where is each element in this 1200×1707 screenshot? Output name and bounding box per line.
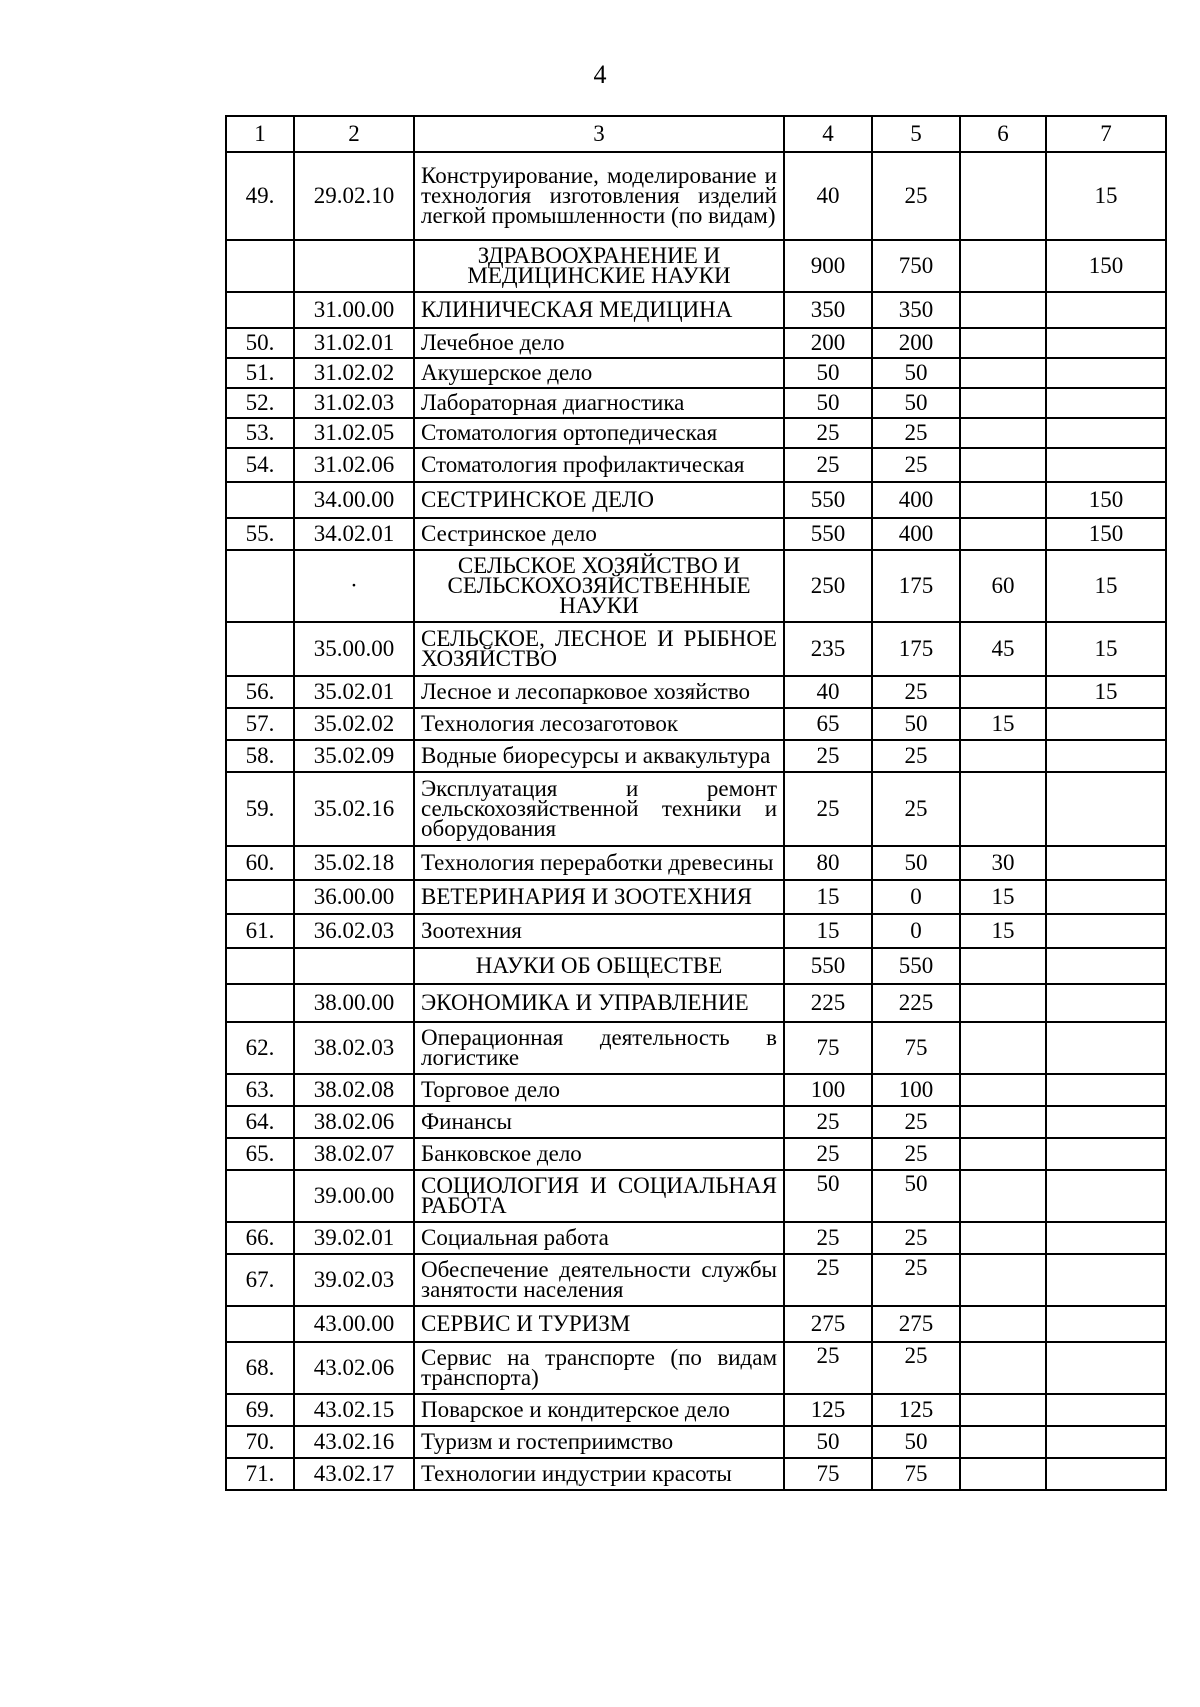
- value-col5-cell: 0: [872, 880, 960, 914]
- value-col6-cell: [960, 1458, 1046, 1490]
- header-cell: 6: [960, 116, 1046, 152]
- value-col5-cell: 200: [872, 328, 960, 358]
- specialty-code-cell: 38.00.00: [294, 984, 414, 1022]
- value-col5-cell: 25: [872, 152, 960, 240]
- table-row: [226, 448, 1166, 482]
- specialty-code-cell: 31.02.06: [294, 448, 414, 482]
- value-col7-cell: [1046, 292, 1166, 328]
- specialty-code-cell: 31.02.03: [294, 388, 414, 418]
- value-col5-cell: 75: [872, 1458, 960, 1490]
- specialty-code-cell: 35.00.00: [294, 622, 414, 676]
- value-col4-cell: 25: [784, 1254, 872, 1306]
- specialty-name-cell: ЭКОНОМИКА И УПРАВЛЕНИЕ: [414, 984, 784, 1022]
- specialty-name-cell: СЕЛЬСКОЕ, ЛЕСНОЕ И РЫБНОЕ ХОЗЯЙСТВО: [414, 622, 784, 676]
- value-col7-cell: [1046, 740, 1166, 772]
- specialty-name-cell: Сестринское дело: [414, 518, 784, 550]
- specialty-code-cell: 31.00.00: [294, 292, 414, 328]
- specialty-code-cell: 35.02.18: [294, 846, 414, 880]
- value-col4-cell: 50: [784, 388, 872, 418]
- value-col7-cell: 15: [1046, 622, 1166, 676]
- header-cell: 2: [294, 116, 414, 152]
- value-col4-cell: 50: [784, 358, 872, 388]
- value-col5-cell: 0: [872, 914, 960, 948]
- value-col7-cell: [1046, 984, 1166, 1022]
- value-col4-cell: 15: [784, 880, 872, 914]
- value-col5-cell: 400: [872, 482, 960, 518]
- value-col6-cell: [960, 1306, 1046, 1342]
- value-col7-cell: 150: [1046, 518, 1166, 550]
- table-row: [226, 328, 1166, 358]
- table-row: [226, 1426, 1166, 1458]
- specialty-name-cell: Финансы: [414, 1106, 784, 1138]
- row-number-cell: 60.: [226, 846, 294, 880]
- table-row: [226, 1222, 1166, 1254]
- value-col6-cell: [960, 1342, 1046, 1394]
- specialty-code-cell: 43.02.16: [294, 1426, 414, 1458]
- value-col4-cell: 25: [784, 1106, 872, 1138]
- value-col5-cell: 25: [872, 418, 960, 448]
- value-col5-cell: 125: [872, 1394, 960, 1426]
- value-col7-cell: 150: [1046, 240, 1166, 292]
- table-row: [226, 1254, 1166, 1306]
- row-number-cell: [226, 240, 294, 292]
- specialty-name-cell: КЛИНИЧЕСКАЯ МЕДИЦИНА: [414, 292, 784, 328]
- table-row: [226, 418, 1166, 448]
- value-col6-cell: [960, 1254, 1046, 1306]
- row-number-cell: [226, 292, 294, 328]
- value-col6-cell: [960, 152, 1046, 240]
- table-row: [226, 388, 1166, 418]
- specialty-name-cell: Обеспечение деятельности службы занятости населения: [414, 1254, 784, 1306]
- header-cell: 7: [1046, 116, 1166, 152]
- value-col6-cell: [960, 676, 1046, 708]
- value-col7-cell: [1046, 914, 1166, 948]
- value-col4-cell: 125: [784, 1394, 872, 1426]
- value-col4-cell: 250: [784, 550, 872, 622]
- value-col7-cell: 15: [1046, 676, 1166, 708]
- specialty-name-cell: ЗДРАВООХРАНЕНИЕ И МЕДИЦИНСКИЕ НАУКИ: [414, 240, 784, 292]
- specialty-name-cell: Социальная работа: [414, 1222, 784, 1254]
- row-number-cell: 71.: [226, 1458, 294, 1490]
- row-number-cell: 59.: [226, 772, 294, 846]
- value-col6-cell: [960, 448, 1046, 482]
- row-number-cell: 66.: [226, 1222, 294, 1254]
- value-col4-cell: 15: [784, 914, 872, 948]
- specialty-code-cell: 38.02.07: [294, 1138, 414, 1170]
- table-row: [226, 1458, 1166, 1490]
- table-row: [226, 1306, 1166, 1342]
- value-col5-cell: 50: [872, 358, 960, 388]
- specialty-name-cell: Стоматология профилактическая: [414, 448, 784, 482]
- specialty-name-cell: Технология лесозаготовок: [414, 708, 784, 740]
- value-col4-cell: 75: [784, 1022, 872, 1074]
- table-row: [226, 1342, 1166, 1394]
- value-col7-cell: [1046, 418, 1166, 448]
- specialty-name-cell: Лесное и лесопарковое хозяйство: [414, 676, 784, 708]
- table-row: [226, 1394, 1166, 1426]
- row-number-cell: [226, 1306, 294, 1342]
- table-row: [226, 948, 1166, 984]
- value-col4-cell: 50: [784, 1170, 872, 1222]
- value-col5-cell: 25: [872, 448, 960, 482]
- value-col6-cell: [960, 388, 1046, 418]
- row-number-cell: 64.: [226, 1106, 294, 1138]
- value-col7-cell: [1046, 1138, 1166, 1170]
- value-col6-cell: [960, 948, 1046, 984]
- value-col4-cell: 350: [784, 292, 872, 328]
- value-col4-cell: 25: [784, 1342, 872, 1394]
- row-number-cell: 67.: [226, 1254, 294, 1306]
- specialty-code-cell: ·: [294, 550, 414, 622]
- value-col6-cell: 15: [960, 914, 1046, 948]
- table-row: [226, 740, 1166, 772]
- value-col5-cell: 100: [872, 1074, 960, 1106]
- value-col7-cell: [1046, 772, 1166, 846]
- value-col6-cell: [960, 772, 1046, 846]
- specialty-code-cell: 43.02.06: [294, 1342, 414, 1394]
- row-number-cell: 56.: [226, 676, 294, 708]
- row-number-cell: 53.: [226, 418, 294, 448]
- specialty-code-cell: 35.02.02: [294, 708, 414, 740]
- specialty-code-cell: 35.02.01: [294, 676, 414, 708]
- value-col5-cell: 175: [872, 622, 960, 676]
- header-cell: 1: [226, 116, 294, 152]
- header-cell: 5: [872, 116, 960, 152]
- table-row: [226, 1106, 1166, 1138]
- specialty-code-cell: 43.02.17: [294, 1458, 414, 1490]
- value-col6-cell: [960, 1074, 1046, 1106]
- value-col7-cell: [1046, 1106, 1166, 1138]
- value-col7-cell: [1046, 1074, 1166, 1106]
- value-col7-cell: [1046, 328, 1166, 358]
- specialty-code-cell: 43.00.00: [294, 1306, 414, 1342]
- row-number-cell: 52.: [226, 388, 294, 418]
- value-col4-cell: 550: [784, 948, 872, 984]
- value-col4-cell: 40: [784, 676, 872, 708]
- specialty-name-cell: Сервис на транспорте (по видам транспорта): [414, 1342, 784, 1394]
- value-col6-cell: [960, 1394, 1046, 1426]
- value-col4-cell: 550: [784, 518, 872, 550]
- table-row: [226, 622, 1166, 676]
- value-col6-cell: [960, 1022, 1046, 1074]
- specialty-code-cell: 29.02.10: [294, 152, 414, 240]
- value-col6-cell: [960, 1426, 1046, 1458]
- value-col6-cell: 15: [960, 880, 1046, 914]
- value-col5-cell: 25: [872, 1254, 960, 1306]
- specialty-name-cell: ВЕТЕРИНАРИЯ И ЗООТЕХНИЯ: [414, 880, 784, 914]
- table-row: [226, 358, 1166, 388]
- value-col7-cell: [1046, 846, 1166, 880]
- value-col7-cell: [1046, 1306, 1166, 1342]
- specialty-code-cell: 43.02.15: [294, 1394, 414, 1426]
- specialty-name-cell: НАУКИ ОБ ОБЩЕСТВЕ: [414, 948, 784, 984]
- value-col7-cell: 150: [1046, 482, 1166, 518]
- specialty-name-cell: СЕСТРИНСКОЕ ДЕЛО: [414, 482, 784, 518]
- row-number-cell: [226, 622, 294, 676]
- value-col7-cell: [1046, 1022, 1166, 1074]
- specialty-name-cell: СОЦИОЛОГИЯ И СОЦИАЛЬНАЯ РАБОТА: [414, 1170, 784, 1222]
- value-col5-cell: 25: [872, 1138, 960, 1170]
- specialty-name-cell: Туризм и гостеприимство: [414, 1426, 784, 1458]
- table-row: [226, 292, 1166, 328]
- table-row: [226, 880, 1166, 914]
- table-row: [226, 518, 1166, 550]
- specialties-table: [225, 115, 1167, 1491]
- row-number-cell: 62.: [226, 1022, 294, 1074]
- value-col6-cell: 60: [960, 550, 1046, 622]
- specialty-code-cell: 34.02.01: [294, 518, 414, 550]
- value-col5-cell: 550: [872, 948, 960, 984]
- value-col4-cell: 100: [784, 1074, 872, 1106]
- specialty-code-cell: 38.02.06: [294, 1106, 414, 1138]
- row-number-cell: 70.: [226, 1426, 294, 1458]
- value-col7-cell: [1046, 358, 1166, 388]
- specialty-name-cell: Технологии индустрии красоты: [414, 1458, 784, 1490]
- header-cell: 3: [414, 116, 784, 152]
- value-col5-cell: 50: [872, 1170, 960, 1222]
- value-col4-cell: 25: [784, 1138, 872, 1170]
- row-number-cell: [226, 984, 294, 1022]
- value-col7-cell: [1046, 1458, 1166, 1490]
- row-number-cell: 49.: [226, 152, 294, 240]
- value-col6-cell: [960, 518, 1046, 550]
- value-col5-cell: 50: [872, 846, 960, 880]
- row-number-cell: [226, 1170, 294, 1222]
- table-row: [226, 708, 1166, 740]
- table-row: [226, 984, 1166, 1022]
- value-col5-cell: 350: [872, 292, 960, 328]
- row-number-cell: 61.: [226, 914, 294, 948]
- value-col6-cell: [960, 328, 1046, 358]
- value-col7-cell: [1046, 1254, 1166, 1306]
- specialty-code-cell: 31.02.05: [294, 418, 414, 448]
- value-col4-cell: 25: [784, 448, 872, 482]
- value-col4-cell: 235: [784, 622, 872, 676]
- table-row: [226, 1138, 1166, 1170]
- value-col6-cell: 15: [960, 708, 1046, 740]
- value-col5-cell: 400: [872, 518, 960, 550]
- value-col4-cell: 550: [784, 482, 872, 518]
- value-col4-cell: 25: [784, 418, 872, 448]
- table-row: [226, 846, 1166, 880]
- value-col4-cell: 25: [784, 772, 872, 846]
- header-row: [226, 116, 1166, 152]
- specialty-code-cell: 35.02.09: [294, 740, 414, 772]
- value-col5-cell: 25: [872, 1342, 960, 1394]
- specialty-name-cell: Акушерское дело: [414, 358, 784, 388]
- value-col7-cell: [1046, 1170, 1166, 1222]
- value-col4-cell: 200: [784, 328, 872, 358]
- row-number-cell: [226, 948, 294, 984]
- value-col5-cell: 50: [872, 388, 960, 418]
- specialty-code-cell: 39.02.03: [294, 1254, 414, 1306]
- value-col7-cell: [1046, 708, 1166, 740]
- value-col6-cell: [960, 1170, 1046, 1222]
- value-col4-cell: 80: [784, 846, 872, 880]
- value-col4-cell: 275: [784, 1306, 872, 1342]
- value-col7-cell: [1046, 948, 1166, 984]
- value-col7-cell: [1046, 880, 1166, 914]
- value-col5-cell: 275: [872, 1306, 960, 1342]
- value-col5-cell: 25: [872, 676, 960, 708]
- value-col5-cell: 175: [872, 550, 960, 622]
- value-col6-cell: 45: [960, 622, 1046, 676]
- specialty-code-cell: 38.02.08: [294, 1074, 414, 1106]
- specialty-code-cell: [294, 948, 414, 984]
- value-col6-cell: 30: [960, 846, 1046, 880]
- value-col7-cell: 15: [1046, 550, 1166, 622]
- value-col5-cell: 25: [872, 772, 960, 846]
- row-number-cell: 69.: [226, 1394, 294, 1426]
- row-number-cell: 57.: [226, 708, 294, 740]
- row-number-cell: 51.: [226, 358, 294, 388]
- specialty-name-cell: Банковское дело: [414, 1138, 784, 1170]
- specialty-code-cell: 35.02.16: [294, 772, 414, 846]
- specialty-name-cell: Технология переработки древесины: [414, 846, 784, 880]
- specialty-name-cell: Эксплуатация и ремонт сельскохозяйственной техники и оборудования: [414, 772, 784, 846]
- specialty-name-cell: Водные биоресурсы и аквакультура: [414, 740, 784, 772]
- value-col5-cell: 25: [872, 1222, 960, 1254]
- value-col7-cell: [1046, 388, 1166, 418]
- header-cell: 4: [784, 116, 872, 152]
- table-row: [226, 1170, 1166, 1222]
- table-row: [226, 914, 1166, 948]
- value-col5-cell: 50: [872, 708, 960, 740]
- specialty-name-cell: Стоматология ортопедическая: [414, 418, 784, 448]
- value-col5-cell: 25: [872, 1106, 960, 1138]
- value-col7-cell: [1046, 1394, 1166, 1426]
- value-col7-cell: 15: [1046, 152, 1166, 240]
- specialty-name-cell: СЕЛЬСКОЕ ХОЗЯЙСТВО И СЕЛЬСКОХОЗЯЙСТВЕННЫЕ НАУКИ: [414, 550, 784, 622]
- value-col7-cell: [1046, 448, 1166, 482]
- value-col4-cell: 75: [784, 1458, 872, 1490]
- value-col6-cell: [960, 292, 1046, 328]
- specialty-name-cell: Операционная деятельность в логистике: [414, 1022, 784, 1074]
- specialty-code-cell: 31.02.01: [294, 328, 414, 358]
- table-row: [226, 240, 1166, 292]
- value-col7-cell: [1046, 1426, 1166, 1458]
- table-body: [226, 152, 1166, 1490]
- value-col6-cell: [960, 482, 1046, 518]
- specialty-name-cell: Конструирование, моделирование и технология изготовления изделий легкой промышленности (по видам): [414, 152, 784, 240]
- value-col4-cell: 65: [784, 708, 872, 740]
- specialty-code-cell: 36.02.03: [294, 914, 414, 948]
- value-col6-cell: [960, 418, 1046, 448]
- value-col6-cell: [960, 1138, 1046, 1170]
- table-row: [226, 152, 1166, 240]
- value-col6-cell: [960, 358, 1046, 388]
- row-number-cell: 58.: [226, 740, 294, 772]
- table-row: [226, 772, 1166, 846]
- specialty-code-cell: 31.02.02: [294, 358, 414, 388]
- specialty-code-cell: 38.02.03: [294, 1022, 414, 1074]
- value-col6-cell: [960, 240, 1046, 292]
- page-number: 4: [593, 60, 607, 89]
- value-col4-cell: 225: [784, 984, 872, 1022]
- value-col6-cell: [960, 984, 1046, 1022]
- value-col4-cell: 40: [784, 152, 872, 240]
- value-col4-cell: 25: [784, 1222, 872, 1254]
- specialty-name-cell: Лечебное дело: [414, 328, 784, 358]
- specialty-code-cell: 39.02.01: [294, 1222, 414, 1254]
- row-number-cell: 63.: [226, 1074, 294, 1106]
- specialty-code-cell: [294, 240, 414, 292]
- value-col4-cell: 900: [784, 240, 872, 292]
- value-col5-cell: 25: [872, 740, 960, 772]
- specialty-code-cell: 34.00.00: [294, 482, 414, 518]
- value-col5-cell: 750: [872, 240, 960, 292]
- value-col4-cell: 25: [784, 740, 872, 772]
- specialty-name-cell: СЕРВИС И ТУРИЗМ: [414, 1306, 784, 1342]
- value-col6-cell: [960, 740, 1046, 772]
- row-number-cell: 65.: [226, 1138, 294, 1170]
- table-row: [226, 1074, 1166, 1106]
- row-number-cell: [226, 482, 294, 518]
- specialty-code-cell: 39.00.00: [294, 1170, 414, 1222]
- table-row: [226, 1022, 1166, 1074]
- row-number-cell: [226, 880, 294, 914]
- row-number-cell: [226, 550, 294, 622]
- value-col5-cell: 50: [872, 1426, 960, 1458]
- row-number-cell: 50.: [226, 328, 294, 358]
- value-col6-cell: [960, 1106, 1046, 1138]
- row-number-cell: 54.: [226, 448, 294, 482]
- table-row: [226, 482, 1166, 518]
- value-col7-cell: [1046, 1222, 1166, 1254]
- value-col5-cell: 225: [872, 984, 960, 1022]
- row-number-cell: 68.: [226, 1342, 294, 1394]
- row-number-cell: 55.: [226, 518, 294, 550]
- value-col4-cell: 50: [784, 1426, 872, 1458]
- value-col5-cell: 75: [872, 1022, 960, 1074]
- specialty-name-cell: Зоотехния: [414, 914, 784, 948]
- specialty-name-cell: Поварское и кондитерское дело: [414, 1394, 784, 1426]
- value-col6-cell: [960, 1222, 1046, 1254]
- value-col7-cell: [1046, 1342, 1166, 1394]
- specialty-code-cell: 36.00.00: [294, 880, 414, 914]
- table-row: [226, 550, 1166, 622]
- table-row: [226, 676, 1166, 708]
- specialty-name-cell: Торговое дело: [414, 1074, 784, 1106]
- specialty-name-cell: Лабораторная диагностика: [414, 388, 784, 418]
